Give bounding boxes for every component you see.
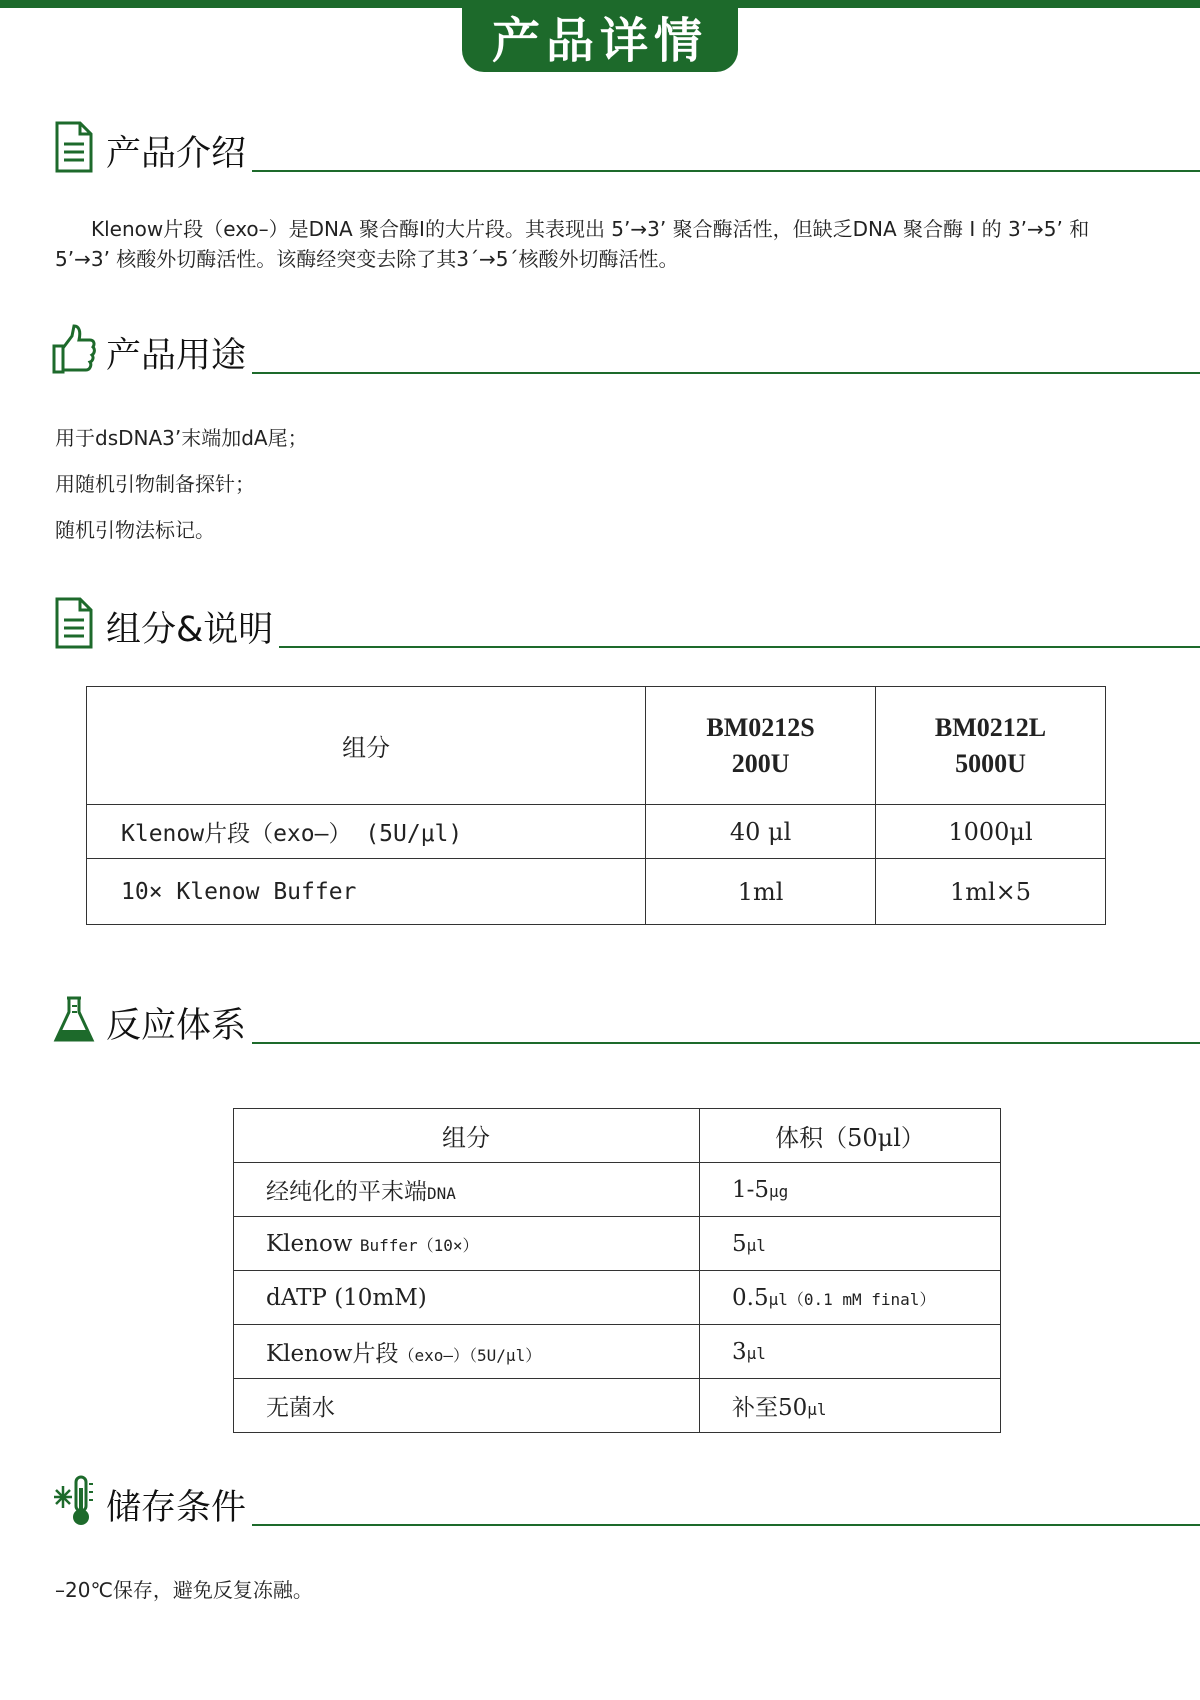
section-usage-header <box>52 322 1200 382</box>
reagent-name-cell <box>234 1163 700 1217</box>
thumbs-up-icon <box>52 322 96 376</box>
header-cell-large-pack <box>876 687 1106 805</box>
table-row <box>234 1163 1001 1217</box>
header-cell-volume: 体积（50μl） <box>700 1109 1001 1163</box>
component-name: 10× Klenow Buffer <box>87 859 646 925</box>
section-divider <box>106 372 1200 374</box>
section-title: 组分&说明 <box>106 602 279 652</box>
flask-icon <box>52 992 96 1046</box>
section-title: 储存条件 <box>106 1480 252 1530</box>
reagent-volume: 1-5 <box>732 1176 770 1203</box>
reagent-name: dATP (10mM) <box>266 1284 427 1311</box>
reagent-volume-cell <box>700 1271 1001 1325</box>
reagent-volume-cell <box>700 1163 1001 1217</box>
reagent-volume-unit: μg <box>769 1181 789 1201</box>
table-row <box>87 859 1106 925</box>
reagent-name-suffix: （exo–）（5U/μl） <box>398 1346 542 1365</box>
reaction-table <box>233 1108 1001 1433</box>
reagent-name: Klenow片段 <box>266 1341 399 1367</box>
table-header-row <box>234 1109 1001 1163</box>
table-row <box>234 1271 1001 1325</box>
reagent-name-suffix: DNA <box>427 1184 456 1203</box>
section-intro-header <box>52 120 1200 180</box>
reagent-volume-unit: μl <box>807 1400 827 1419</box>
product-code: BM0212S <box>706 712 815 742</box>
reagent-name-cell <box>234 1217 700 1271</box>
intro-text: Klenow片段（exo–）是DNA 聚合酶I的大片段。其表现出 5’→3’ 聚合酶活性，但缺乏DNA 聚合酶 I 的 3’→5’ 和 5’→3’ 核酸外切酶活性。该酶经突变去除了其3´→5´核酸外切酶活性。 <box>55 217 1090 271</box>
reagent-volume: 3 <box>732 1338 747 1365</box>
component-amount-small: 40 μl <box>646 805 876 859</box>
storage-text: –20℃保存，避免反复冻融。 <box>55 1578 313 1602</box>
section-title: 反应体系 <box>106 998 252 1048</box>
usage-item: 随机引物法标记。 <box>55 518 215 542</box>
table-row <box>234 1379 1001 1433</box>
reagent-volume-unit: μl（0.1 mM final） <box>768 1289 936 1309</box>
document-icon <box>52 596 96 650</box>
product-code: BM0212L <box>934 712 1047 742</box>
component-name: Klenow片段（exo–） (5U/μl) <box>87 805 646 859</box>
reagent-volume-cell <box>700 1217 1001 1271</box>
component-amount-large: 1ml×5 <box>876 859 1106 925</box>
section-title: 产品用途 <box>106 328 252 378</box>
reagent-volume-cell <box>700 1379 1001 1433</box>
section-divider <box>106 1524 1200 1526</box>
component-amount-small: 1ml <box>646 859 876 925</box>
reagent-volume: 0.5 <box>732 1284 769 1311</box>
reagent-name-suffix: Buffer（10×） <box>359 1235 479 1255</box>
pack-size: 200U <box>731 748 790 778</box>
section-storage-header <box>52 1474 1200 1534</box>
section-divider <box>106 170 1200 172</box>
table-header-row <box>87 687 1106 805</box>
table-row <box>87 805 1106 859</box>
table-row <box>234 1325 1001 1379</box>
reagent-name-cell <box>234 1325 700 1379</box>
usage-item: 用随机引物制备探针； <box>55 472 255 496</box>
component-amount-large: 1000μl <box>876 805 1106 859</box>
reagent-name: 经纯化的平末端 <box>266 1179 427 1205</box>
page-title: 产品详情 <box>462 0 738 72</box>
document-icon <box>52 120 96 174</box>
section-reaction-header <box>52 992 1200 1052</box>
reagent-name-cell <box>234 1271 700 1325</box>
reagent-name-cell <box>234 1379 700 1433</box>
thermometer-snow-icon <box>52 1474 96 1528</box>
reagent-volume-unit: μl <box>746 1343 766 1363</box>
reagent-volume: 补至50 <box>732 1395 808 1421</box>
reagent-volume-cell <box>700 1325 1001 1379</box>
header-cell-component: 组分 <box>87 687 646 805</box>
header-cell-component: 组分 <box>234 1109 700 1163</box>
components-table <box>86 686 1106 925</box>
section-divider <box>106 1042 1200 1044</box>
section-components-header <box>52 596 1200 656</box>
reagent-volume-unit: μl <box>746 1235 766 1255</box>
section-title: 产品介绍 <box>106 126 252 176</box>
usage-item: 用于dsDNA3’末端加dA尾； <box>55 426 308 450</box>
pack-size: 5000U <box>955 748 1026 778</box>
header-cell-small-pack <box>646 687 876 805</box>
intro-paragraph <box>55 214 1145 274</box>
reagent-name: Klenow <box>266 1230 353 1257</box>
reagent-name: 无菌水 <box>266 1395 335 1421</box>
table-row <box>234 1217 1001 1271</box>
reagent-volume: 5 <box>732 1230 747 1257</box>
